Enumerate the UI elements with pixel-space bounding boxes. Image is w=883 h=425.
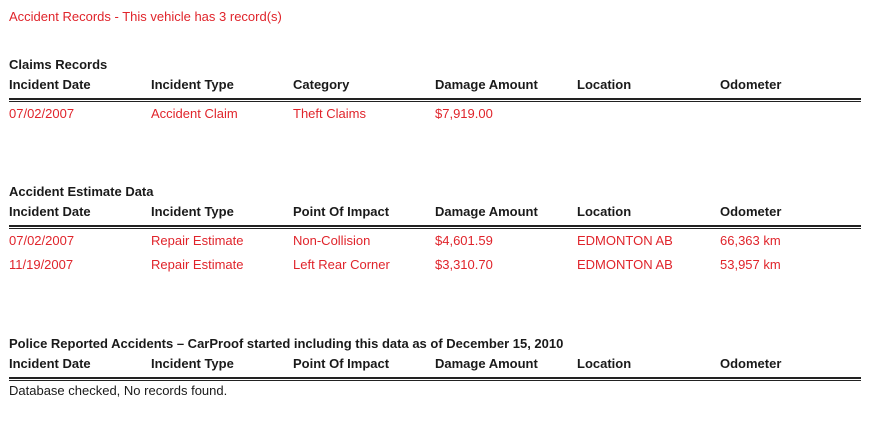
column-header: Damage Amount (435, 204, 538, 219)
section-title: Claims Records (9, 57, 108, 72)
odometer-cell: 66,363 km (720, 233, 781, 248)
incident-type-cell: Repair Estimate (151, 257, 244, 272)
damage-amount-cell: $4,601.59 (435, 233, 493, 248)
incident-type-cell: Repair Estimate (151, 233, 244, 248)
column-header: Incident Type (151, 77, 234, 92)
odometer-cell: 53,957 km (720, 257, 781, 272)
header-divider (9, 225, 861, 227)
category-cell: Theft Claims (293, 106, 366, 121)
section-title: Police Reported Accidents – CarProof started including this data as of December 15, 2010 (9, 336, 564, 351)
damage-amount-cell: $3,310.70 (435, 257, 493, 272)
no-records-row (9, 381, 861, 401)
header-divider (9, 377, 861, 379)
column-header: Damage Amount (435, 356, 538, 371)
no-records-message: Database checked, No records found. (9, 383, 228, 398)
page-header: Accident Records - This vehicle has 3 record(s) (9, 9, 282, 24)
location-cell: EDMONTON AB (577, 233, 673, 248)
claims-records-section (9, 57, 861, 126)
column-header: Incident Date (9, 356, 91, 371)
damage-amount-cell: $7,919.00 (435, 106, 493, 121)
table-row (9, 102, 861, 126)
column-header: Odometer (720, 77, 782, 92)
header-divider (9, 98, 861, 100)
table-row (9, 229, 861, 253)
table-header-row (9, 352, 861, 376)
incident-date-cell: 11/19/2007 (9, 257, 74, 272)
location-cell: EDMONTON AB (577, 257, 673, 272)
police-reported-section (9, 336, 861, 401)
accident-estimate-section (9, 184, 861, 277)
column-header: Location (577, 356, 632, 371)
column-header: Incident Type (151, 356, 234, 371)
section-title: Accident Estimate Data (9, 184, 154, 199)
point-of-impact-cell: Left Rear Corner (293, 257, 390, 272)
table-row (9, 253, 861, 277)
column-header: Incident Date (9, 77, 91, 92)
incident-date-cell: 07/02/2007 (9, 233, 75, 248)
column-header: Incident Type (151, 204, 234, 219)
column-header: Odometer (720, 356, 782, 371)
column-header: Location (577, 204, 632, 219)
column-header: Point Of Impact (293, 356, 390, 371)
column-header: Odometer (720, 204, 782, 219)
column-header: Category (293, 77, 350, 92)
table-header-row (9, 200, 861, 224)
column-header: Damage Amount (435, 77, 538, 92)
incident-date-cell: 07/02/2007 (9, 106, 75, 121)
column-header: Location (577, 77, 632, 92)
column-header: Incident Date (9, 204, 91, 219)
point-of-impact-cell: Non-Collision (293, 233, 371, 248)
incident-type-cell: Accident Claim (151, 106, 238, 121)
table-header-row (9, 73, 861, 97)
column-header: Point Of Impact (293, 204, 390, 219)
